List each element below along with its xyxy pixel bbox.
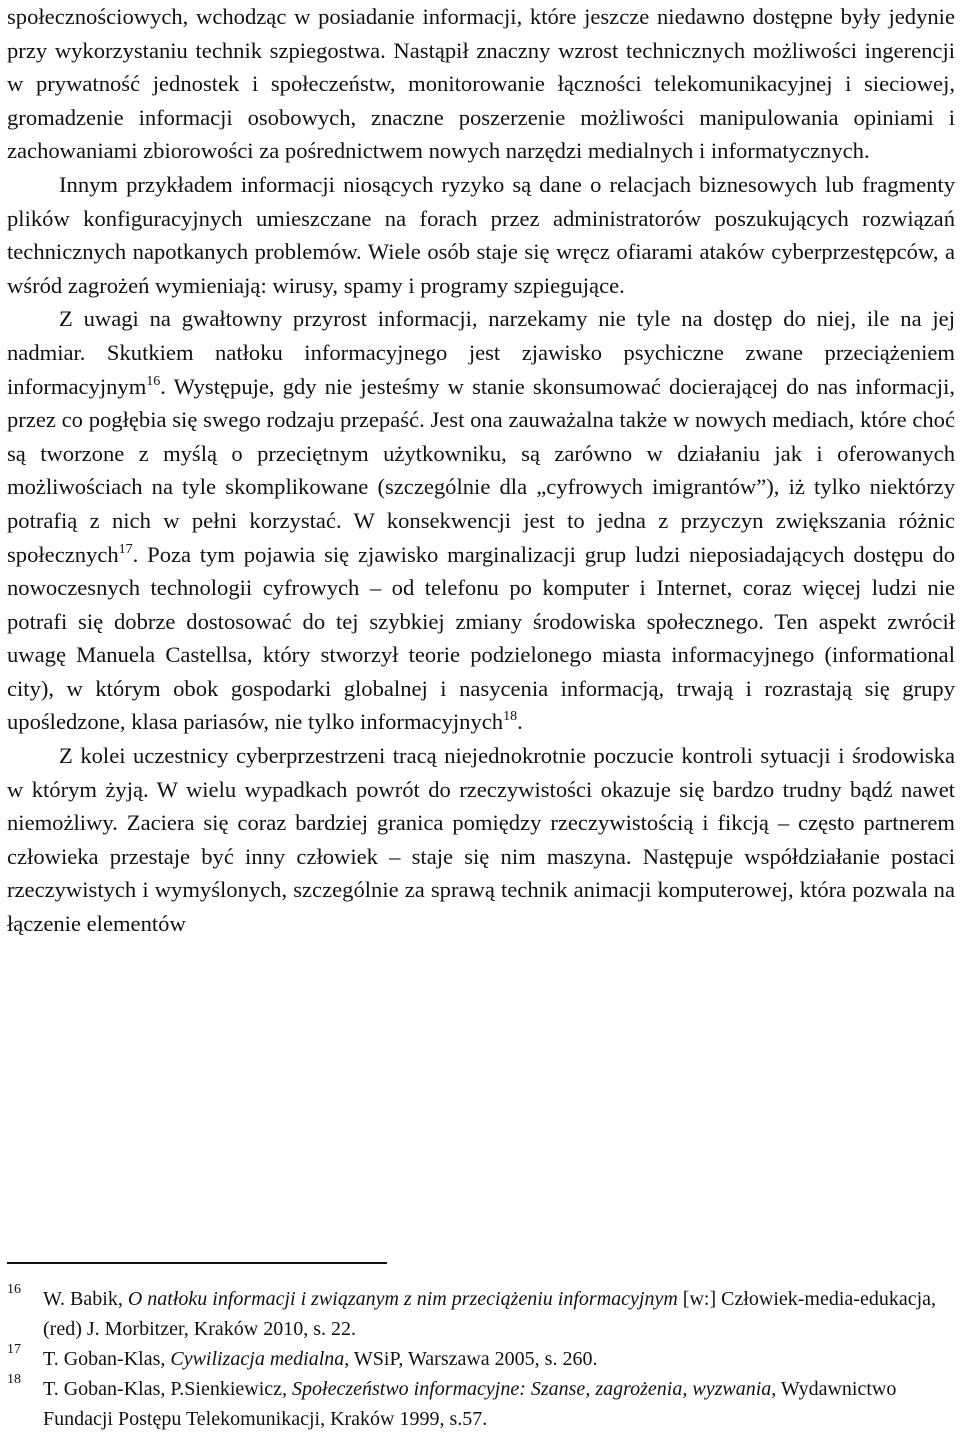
footnotes-section bbox=[7, 1262, 955, 1434]
footnote-source: , WSiP, Warszawa 2005, s. 260. bbox=[344, 1348, 598, 1370]
footnote-number: 18 bbox=[7, 1372, 21, 1387]
footnote-separator bbox=[7, 1262, 387, 1264]
paragraph-3-text-b: . Występuje, gdy nie jesteśmy w stanie skonsumować docierającej do nas informacji, przez co pogłębia się swego rodzaju przepaść. Jest ona zauważalna także w nowych mediach, które choć są tworzone z myślą o przeciętnym użytkowniku, są zarówno w działaniu jak i oferowanych możliwościach na tyle skomplikowane (szczególnie dla „cyfrowych imigrantów”), iż tylko niektórzy potrafią z nich w pełni korzystać. W konsekwencji jest to jedna z przyczyn zwiększania różnic społecznych bbox=[7, 373, 955, 567]
paragraph-3-text-d: . bbox=[517, 709, 523, 735]
footnote-17 bbox=[7, 1344, 955, 1374]
footnote-title: Społeczeństwo informacyjne: Szanse, zagrożenia, wyzwania bbox=[292, 1378, 772, 1400]
paragraph-3 bbox=[7, 302, 955, 739]
footnote-ref-16: 16 bbox=[146, 373, 161, 389]
paragraph-3-text-c: . Poza tym pojawia się zjawisko marginalizacji grup ludzi nieposiadających dostępu do nowoczesnych technologii cyfrowych – od telefonu po komputer i Internet, coraz więcej ludzi nie potrafi się dobrze dostosować do tej szybkiej zmiany środowiska społecznego. Ten aspekt zwrócił uwagę Manuela Castellsa, który stworzył teorie podzielonego miasta informacyjnego (informational city), w którym obok gospodarki globalnej i nasycenia informacją, trwają i rozrastają się grupy upośledzone, klasa pariasów, nie tylko informacyjnych bbox=[7, 541, 955, 735]
footnote-author: T. Goban-Klas, bbox=[43, 1348, 171, 1370]
footnote-text bbox=[43, 1284, 955, 1344]
footnote-number: 17 bbox=[7, 1342, 21, 1357]
footnote-author: T. Goban-Klas, P.Sienkiewicz, bbox=[43, 1378, 293, 1400]
footnote-author: W. Babik, bbox=[43, 1288, 128, 1310]
footnote-ref-17: 17 bbox=[118, 541, 133, 557]
document-page bbox=[7, 0, 955, 941]
paragraph-4: Z kolei uczestnicy cyberprzestrzeni tracą niejednokrotnie poczucie kontroli sytuacji i środowiska w którym żyją. W wielu wypadkach powrót do rzeczywistości okazuje się bardzo trudny bądź nawet niemożliwy. Zaciera się coraz bardziej granica pomiędzy rzeczywistością i fikcją – często partnerem człowieka przestaje być inny człowiek – staje się nim maszyna. Następuje współdziałanie postaci rzeczywistych i wymyślonych, szczególnie za sprawą technik animacji komputerowej, która pozwala na łączenie elementów bbox=[7, 743, 955, 937]
paragraph-1: społecznościowych, wchodząc w posiadanie informacji, które jeszcze niedawno dostępne były jedynie przy wykorzystaniu technik szpiegostwa. Nastąpił znaczny wzrost technicznych możliwości ingerencji w prywatność jednostek i społeczeństw, monitorowanie łączności telekomunikacyjnej i sieciowej, gromadzenie informacji osobowych, znaczne poszerzenie możliwości manipulowania opiniami i zachowaniami zbiorowości za pośrednictwem nowych narzędzi medialnych i informatycznych. bbox=[7, 4, 955, 164]
paragraph-3-text-a: Z uwagi na gwałtowny przyrost informacji, narzekamy nie tyle na dostęp do niej, ile na jej nadmiar. Skutkiem natłoku informacyjnego jest zjawisko psychiczne zwane przeciążeniem informacyjnym bbox=[7, 306, 955, 399]
paragraph-2: Innym przykładem informacji niosących ryzyko są dane o relacjach biznesowych lub fragmenty plików konfiguracyjnych umieszczane na forach przez administratorów poszukujących rozwiązań technicznych napotkanych problemów. Wiele osób staje się wręcz ofiarami ataków cyberprzestępców, a wśród zagrożeń wymieniają: wirusy, spamy i programy szpiegujące. bbox=[7, 171, 955, 298]
footnote-title: Cywilizacja medialna bbox=[170, 1348, 345, 1370]
footnote-text bbox=[43, 1344, 955, 1374]
footnote-title: O natłoku informacji i związanym z nim przeciążeniu informacyjnym bbox=[127, 1288, 678, 1310]
footnote-source: [w:] Człowiek-media-edukacja, (red) J. Morbitzer, Kraków 2010, s. 22. bbox=[43, 1288, 937, 1340]
footnote-18 bbox=[7, 1374, 955, 1434]
footnote-source: , Wydawnictwo Fundacji Postępu Telekomunikacji, Kraków 1999, s.57. bbox=[43, 1378, 897, 1430]
footnote-text bbox=[43, 1374, 955, 1434]
footnote-ref-18: 18 bbox=[503, 709, 518, 725]
footnote-number: 16 bbox=[7, 1282, 21, 1297]
footnote-16 bbox=[7, 1284, 955, 1344]
